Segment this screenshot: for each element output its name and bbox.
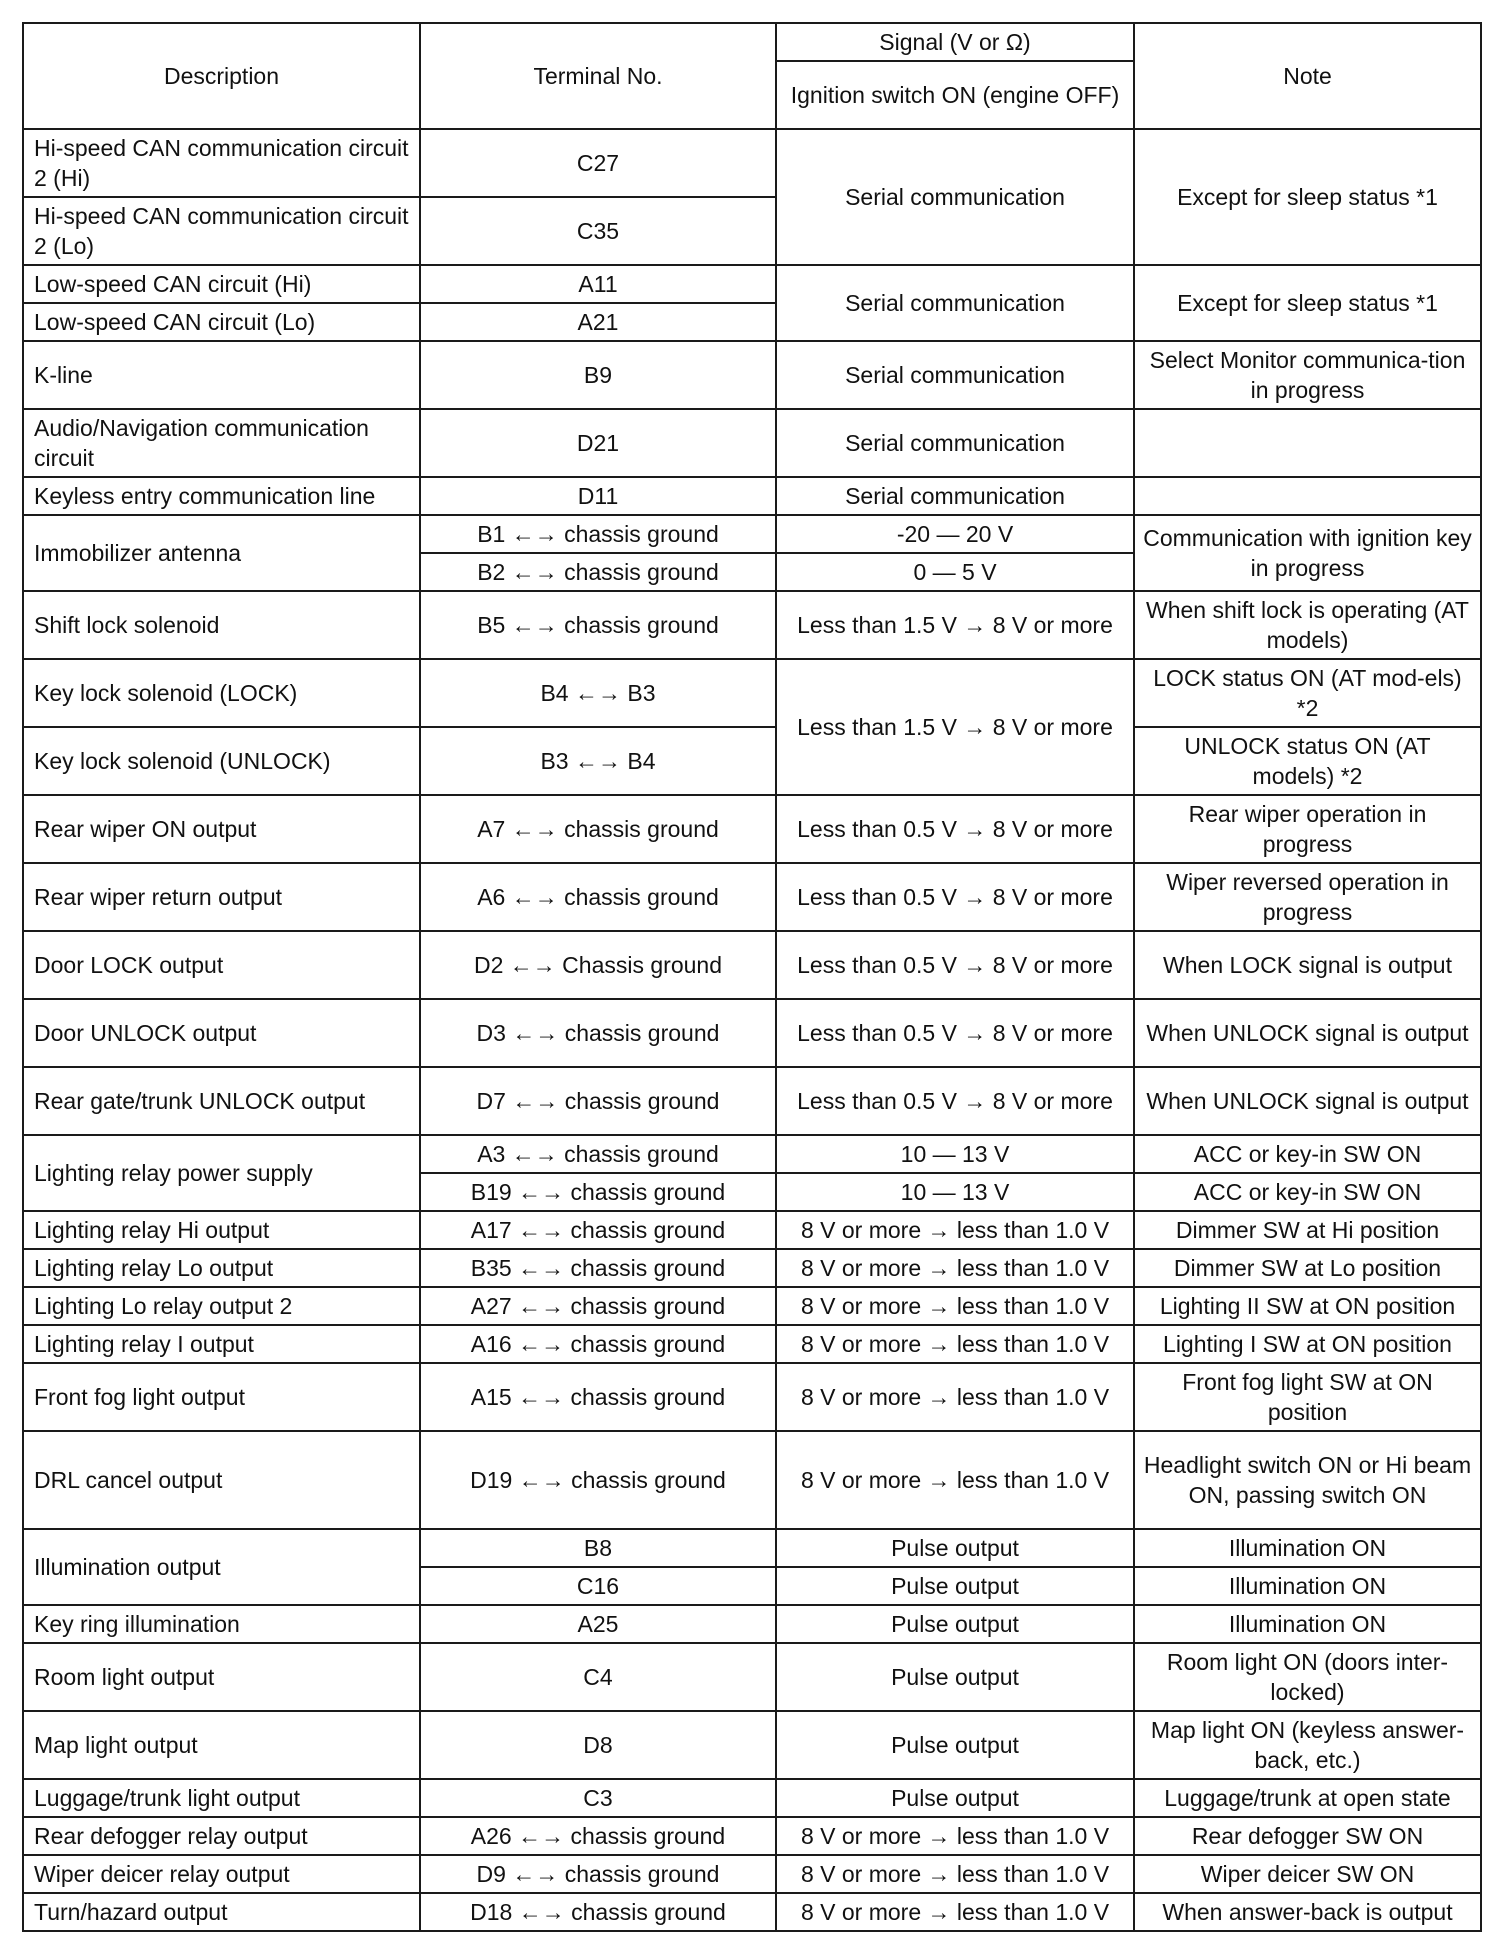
row-description: Door LOCK output — [23, 931, 420, 999]
header-description: Description — [23, 23, 420, 129]
row-note: When shift lock is operating (AT models) — [1134, 591, 1481, 659]
row-note: Except for sleep status *1 — [1134, 265, 1481, 341]
row-description: Low-speed CAN circuit (Hi) — [23, 265, 420, 303]
row-note: UNLOCK status ON (AT models) *2 — [1134, 727, 1481, 795]
row-note: Illumination ON — [1134, 1567, 1481, 1605]
row-note: When LOCK signal is output — [1134, 931, 1481, 999]
row-signal: Less than 0.5 V → 8 V or more — [776, 931, 1134, 999]
row-description: Lighting Lo relay output 2 — [23, 1287, 420, 1325]
header-condition: Ignition switch ON (engine OFF) — [776, 61, 1134, 129]
row-signal: 8 V or more → less than 1.0 V — [776, 1325, 1134, 1363]
row-description: Illumination output — [23, 1529, 420, 1605]
row-signal: Serial communication — [776, 341, 1134, 409]
row-terminal: D19 ←→ chassis ground — [420, 1431, 776, 1529]
row-description: Hi-speed CAN communication circuit 2 (Hi) — [23, 129, 420, 197]
row-terminal: A27 ←→ chassis ground — [420, 1287, 776, 1325]
row-signal: Less than 0.5 V → 8 V or more — [776, 1067, 1134, 1135]
row-signal: Less than 0.5 V → 8 V or more — [776, 795, 1134, 863]
row-description: Key ring illumination — [23, 1605, 420, 1643]
row-terminal: A17 ←→ chassis ground — [420, 1211, 776, 1249]
row-signal: 0 — 5 V — [776, 553, 1134, 591]
row-signal: Pulse output — [776, 1567, 1134, 1605]
row-note: Wiper reversed operation in progress — [1134, 863, 1481, 931]
header-note: Note — [1134, 23, 1481, 129]
row-terminal: A16 ←→ chassis ground — [420, 1325, 776, 1363]
row-terminal: D18 ←→ chassis ground — [420, 1893, 776, 1931]
row-signal: Serial communication — [776, 129, 1134, 265]
row-signal: Less than 1.5 V → 8 V or more — [776, 591, 1134, 659]
row-note: LOCK status ON (AT mod-els) *2 — [1134, 659, 1481, 727]
row-terminal: B1 ←→ chassis ground — [420, 515, 776, 553]
row-terminal: B2 ←→ chassis ground — [420, 553, 776, 591]
row-signal: Serial communication — [776, 409, 1134, 477]
row-terminal: A11 — [420, 265, 776, 303]
row-signal: 8 V or more → less than 1.0 V — [776, 1817, 1134, 1855]
row-note: Except for sleep status *1 — [1134, 129, 1481, 265]
row-terminal: A6 ←→ chassis ground — [420, 863, 776, 931]
row-description: Lighting relay Hi output — [23, 1211, 420, 1249]
row-description: Key lock solenoid (UNLOCK) — [23, 727, 420, 795]
row-terminal: D2 ←→ Chassis ground — [420, 931, 776, 999]
terminal-signal-table — [22, 22, 1482, 1932]
row-description: Turn/hazard output — [23, 1893, 420, 1931]
row-terminal: C27 — [420, 129, 776, 197]
row-signal: 8 V or more → less than 1.0 V — [776, 1855, 1134, 1893]
row-description: Key lock solenoid (LOCK) — [23, 659, 420, 727]
row-note — [1134, 409, 1481, 477]
row-signal: 10 — 13 V — [776, 1135, 1134, 1173]
row-note: Dimmer SW at Lo position — [1134, 1249, 1481, 1287]
row-description: Rear gate/trunk UNLOCK output — [23, 1067, 420, 1135]
row-description: Wiper deicer relay output — [23, 1855, 420, 1893]
row-description: Lighting relay I output — [23, 1325, 420, 1363]
row-note: Map light ON (keyless answer-back, etc.) — [1134, 1711, 1481, 1779]
row-description: Immobilizer antenna — [23, 515, 420, 591]
row-terminal: A25 — [420, 1605, 776, 1643]
row-note: Room light ON (doors inter-locked) — [1134, 1643, 1481, 1711]
row-terminal: D3 ←→ chassis ground — [420, 999, 776, 1067]
row-note: Illumination ON — [1134, 1529, 1481, 1567]
row-signal: 8 V or more → less than 1.0 V — [776, 1211, 1134, 1249]
row-terminal: C3 — [420, 1779, 776, 1817]
row-note: Rear wiper operation in progress — [1134, 795, 1481, 863]
row-description: Room light output — [23, 1643, 420, 1711]
row-note: Lighting II SW at ON position — [1134, 1287, 1481, 1325]
row-note: ACC or key-in SW ON — [1134, 1135, 1481, 1173]
row-description: K-line — [23, 341, 420, 409]
row-signal: Serial communication — [776, 265, 1134, 341]
row-signal: Pulse output — [776, 1529, 1134, 1567]
row-note: Lighting I SW at ON position — [1134, 1325, 1481, 1363]
row-note: Communication with ignition key in progress — [1134, 515, 1481, 591]
row-note: Headlight switch ON or Hi beam ON, passing switch ON — [1134, 1431, 1481, 1529]
row-note: When UNLOCK signal is output — [1134, 999, 1481, 1067]
row-description: Lighting relay power supply — [23, 1135, 420, 1211]
row-terminal: C16 — [420, 1567, 776, 1605]
row-terminal: B4 ←→ B3 — [420, 659, 776, 727]
row-description: Rear wiper return output — [23, 863, 420, 931]
row-signal: 10 — 13 V — [776, 1173, 1134, 1211]
row-note: Dimmer SW at Hi position — [1134, 1211, 1481, 1249]
row-description: Door UNLOCK output — [23, 999, 420, 1067]
row-note: Wiper deicer SW ON — [1134, 1855, 1481, 1893]
row-signal: Pulse output — [776, 1779, 1134, 1817]
row-signal: 8 V or more → less than 1.0 V — [776, 1893, 1134, 1931]
row-terminal: B9 — [420, 341, 776, 409]
row-terminal: B5 ←→ chassis ground — [420, 591, 776, 659]
row-description: Rear wiper ON output — [23, 795, 420, 863]
row-note: Rear defogger SW ON — [1134, 1817, 1481, 1855]
row-signal: Serial communication — [776, 477, 1134, 515]
row-note: Front fog light SW at ON position — [1134, 1363, 1481, 1431]
row-signal: Less than 0.5 V → 8 V or more — [776, 863, 1134, 931]
row-note: ACC or key-in SW ON — [1134, 1173, 1481, 1211]
row-signal: -20 — 20 V — [776, 515, 1134, 553]
row-signal: 8 V or more → less than 1.0 V — [776, 1287, 1134, 1325]
row-description: Keyless entry communication line — [23, 477, 420, 515]
row-note: Luggage/trunk at open state — [1134, 1779, 1481, 1817]
row-terminal: B19 ←→ chassis ground — [420, 1173, 776, 1211]
row-terminal: D21 — [420, 409, 776, 477]
row-description: Lighting relay Lo output — [23, 1249, 420, 1287]
row-terminal: B3 ←→ B4 — [420, 727, 776, 795]
row-note: Select Monitor communica-tion in progress — [1134, 341, 1481, 409]
row-terminal: A15 ←→ chassis ground — [420, 1363, 776, 1431]
row-description: Shift lock solenoid — [23, 591, 420, 659]
row-terminal: B35 ←→ chassis ground — [420, 1249, 776, 1287]
row-terminal: D11 — [420, 477, 776, 515]
row-description: Front fog light output — [23, 1363, 420, 1431]
row-description: Luggage/trunk light output — [23, 1779, 420, 1817]
row-signal: 8 V or more → less than 1.0 V — [776, 1431, 1134, 1529]
row-signal: 8 V or more → less than 1.0 V — [776, 1249, 1134, 1287]
row-note: Illumination ON — [1134, 1605, 1481, 1643]
row-description: Map light output — [23, 1711, 420, 1779]
row-signal: Pulse output — [776, 1711, 1134, 1779]
row-signal: 8 V or more → less than 1.0 V — [776, 1363, 1134, 1431]
row-terminal: B8 — [420, 1529, 776, 1567]
row-note: When answer-back is output — [1134, 1893, 1481, 1931]
row-signal: Less than 1.5 V → 8 V or more — [776, 659, 1134, 795]
row-note — [1134, 477, 1481, 515]
row-description: Low-speed CAN circuit (Lo) — [23, 303, 420, 341]
row-description: DRL cancel output — [23, 1431, 420, 1529]
row-terminal: D9 ←→ chassis ground — [420, 1855, 776, 1893]
row-signal: Less than 0.5 V → 8 V or more — [776, 999, 1134, 1067]
header-signal: Signal (V or Ω) — [776, 23, 1134, 61]
row-signal: Pulse output — [776, 1643, 1134, 1711]
row-description: Rear defogger relay output — [23, 1817, 420, 1855]
row-description: Audio/Navigation communication circuit — [23, 409, 420, 477]
row-note: When UNLOCK signal is output — [1134, 1067, 1481, 1135]
row-terminal: D8 — [420, 1711, 776, 1779]
row-signal: Pulse output — [776, 1605, 1134, 1643]
header-terminal: Terminal No. — [420, 23, 776, 129]
row-terminal: C4 — [420, 1643, 776, 1711]
row-terminal: A26 ←→ chassis ground — [420, 1817, 776, 1855]
row-description: Hi-speed CAN communication circuit 2 (Lo) — [23, 197, 420, 265]
row-terminal: C35 — [420, 197, 776, 265]
row-terminal: D7 ←→ chassis ground — [420, 1067, 776, 1135]
row-terminal: A3 ←→ chassis ground — [420, 1135, 776, 1173]
row-terminal: A21 — [420, 303, 776, 341]
row-terminal: A7 ←→ chassis ground — [420, 795, 776, 863]
